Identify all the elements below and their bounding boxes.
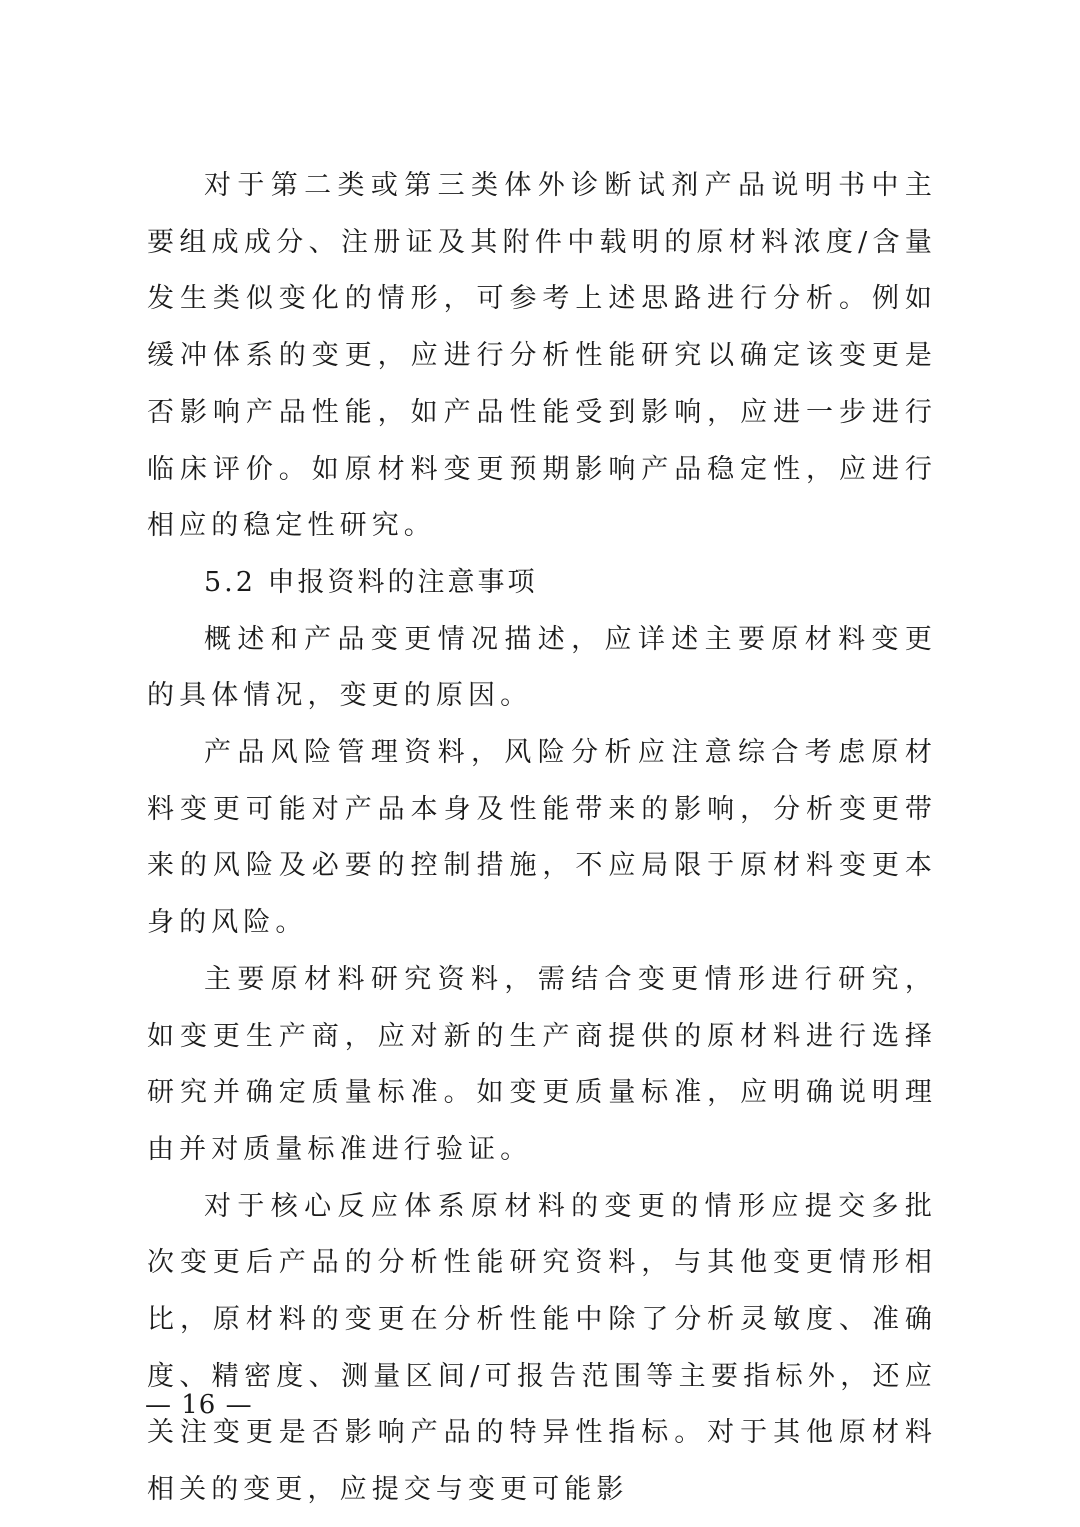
paragraph-risk-management: 产品风险管理资料，风险分析应注意综合考虑原材料变更可能对产品本身及性能带来的影响，分析变更带来的风险及必要的控制措施，不应局限于原材料变更本身的风险。 bbox=[147, 737, 937, 939]
section-heading-5-2: 5.2 申报资料的注意事项 bbox=[204, 566, 538, 598]
page-number: — 16 — bbox=[145, 1390, 253, 1420]
paragraph-raw-material-research: 主要原材料研究资料，需结合变更情形进行研究，如变更生产商，应对新的生产商提供的原材料进行选择研究并确定质量标准。如变更质量标准，应明确说明理由并对质量标准进行验证。 bbox=[147, 963, 937, 1165]
body-text bbox=[147, 158, 937, 1519]
paragraph-analysis-approach: 对于第二类或第三类体外诊断试剂产品说明书中主要组成成分、注册证及其附件中载明的原材料浓度/含量发生类似变化的情形，可参考上述思路进行分析。例如缓冲体系的变更，应进行分析性能研究以确定该变更是否影响产品性能，如产品性能受到影响，应进一步进行临床评价。如原材料变更预期影响产品稳定性，应进行相应的稳定性研究。 bbox=[147, 170, 937, 542]
paragraph-overview: 概述和产品变更情况描述，应详述主要原材料变更的具体情况，变更的原因。 bbox=[147, 623, 937, 712]
paragraph-core-reaction-system: 对于核心反应体系原材料的变更的情形应提交多批次变更后产品的分析性能研究资料，与其他变更情形相比，原材料的变更在分析性能中除了分析灵敏度、准确度、精密度、测量区间/可报告范围等主要指标外，还应关注变更是否影响产品的特异性指标。对于其他原材料相关的变更，应提交与变更可能影 bbox=[147, 1190, 937, 1506]
